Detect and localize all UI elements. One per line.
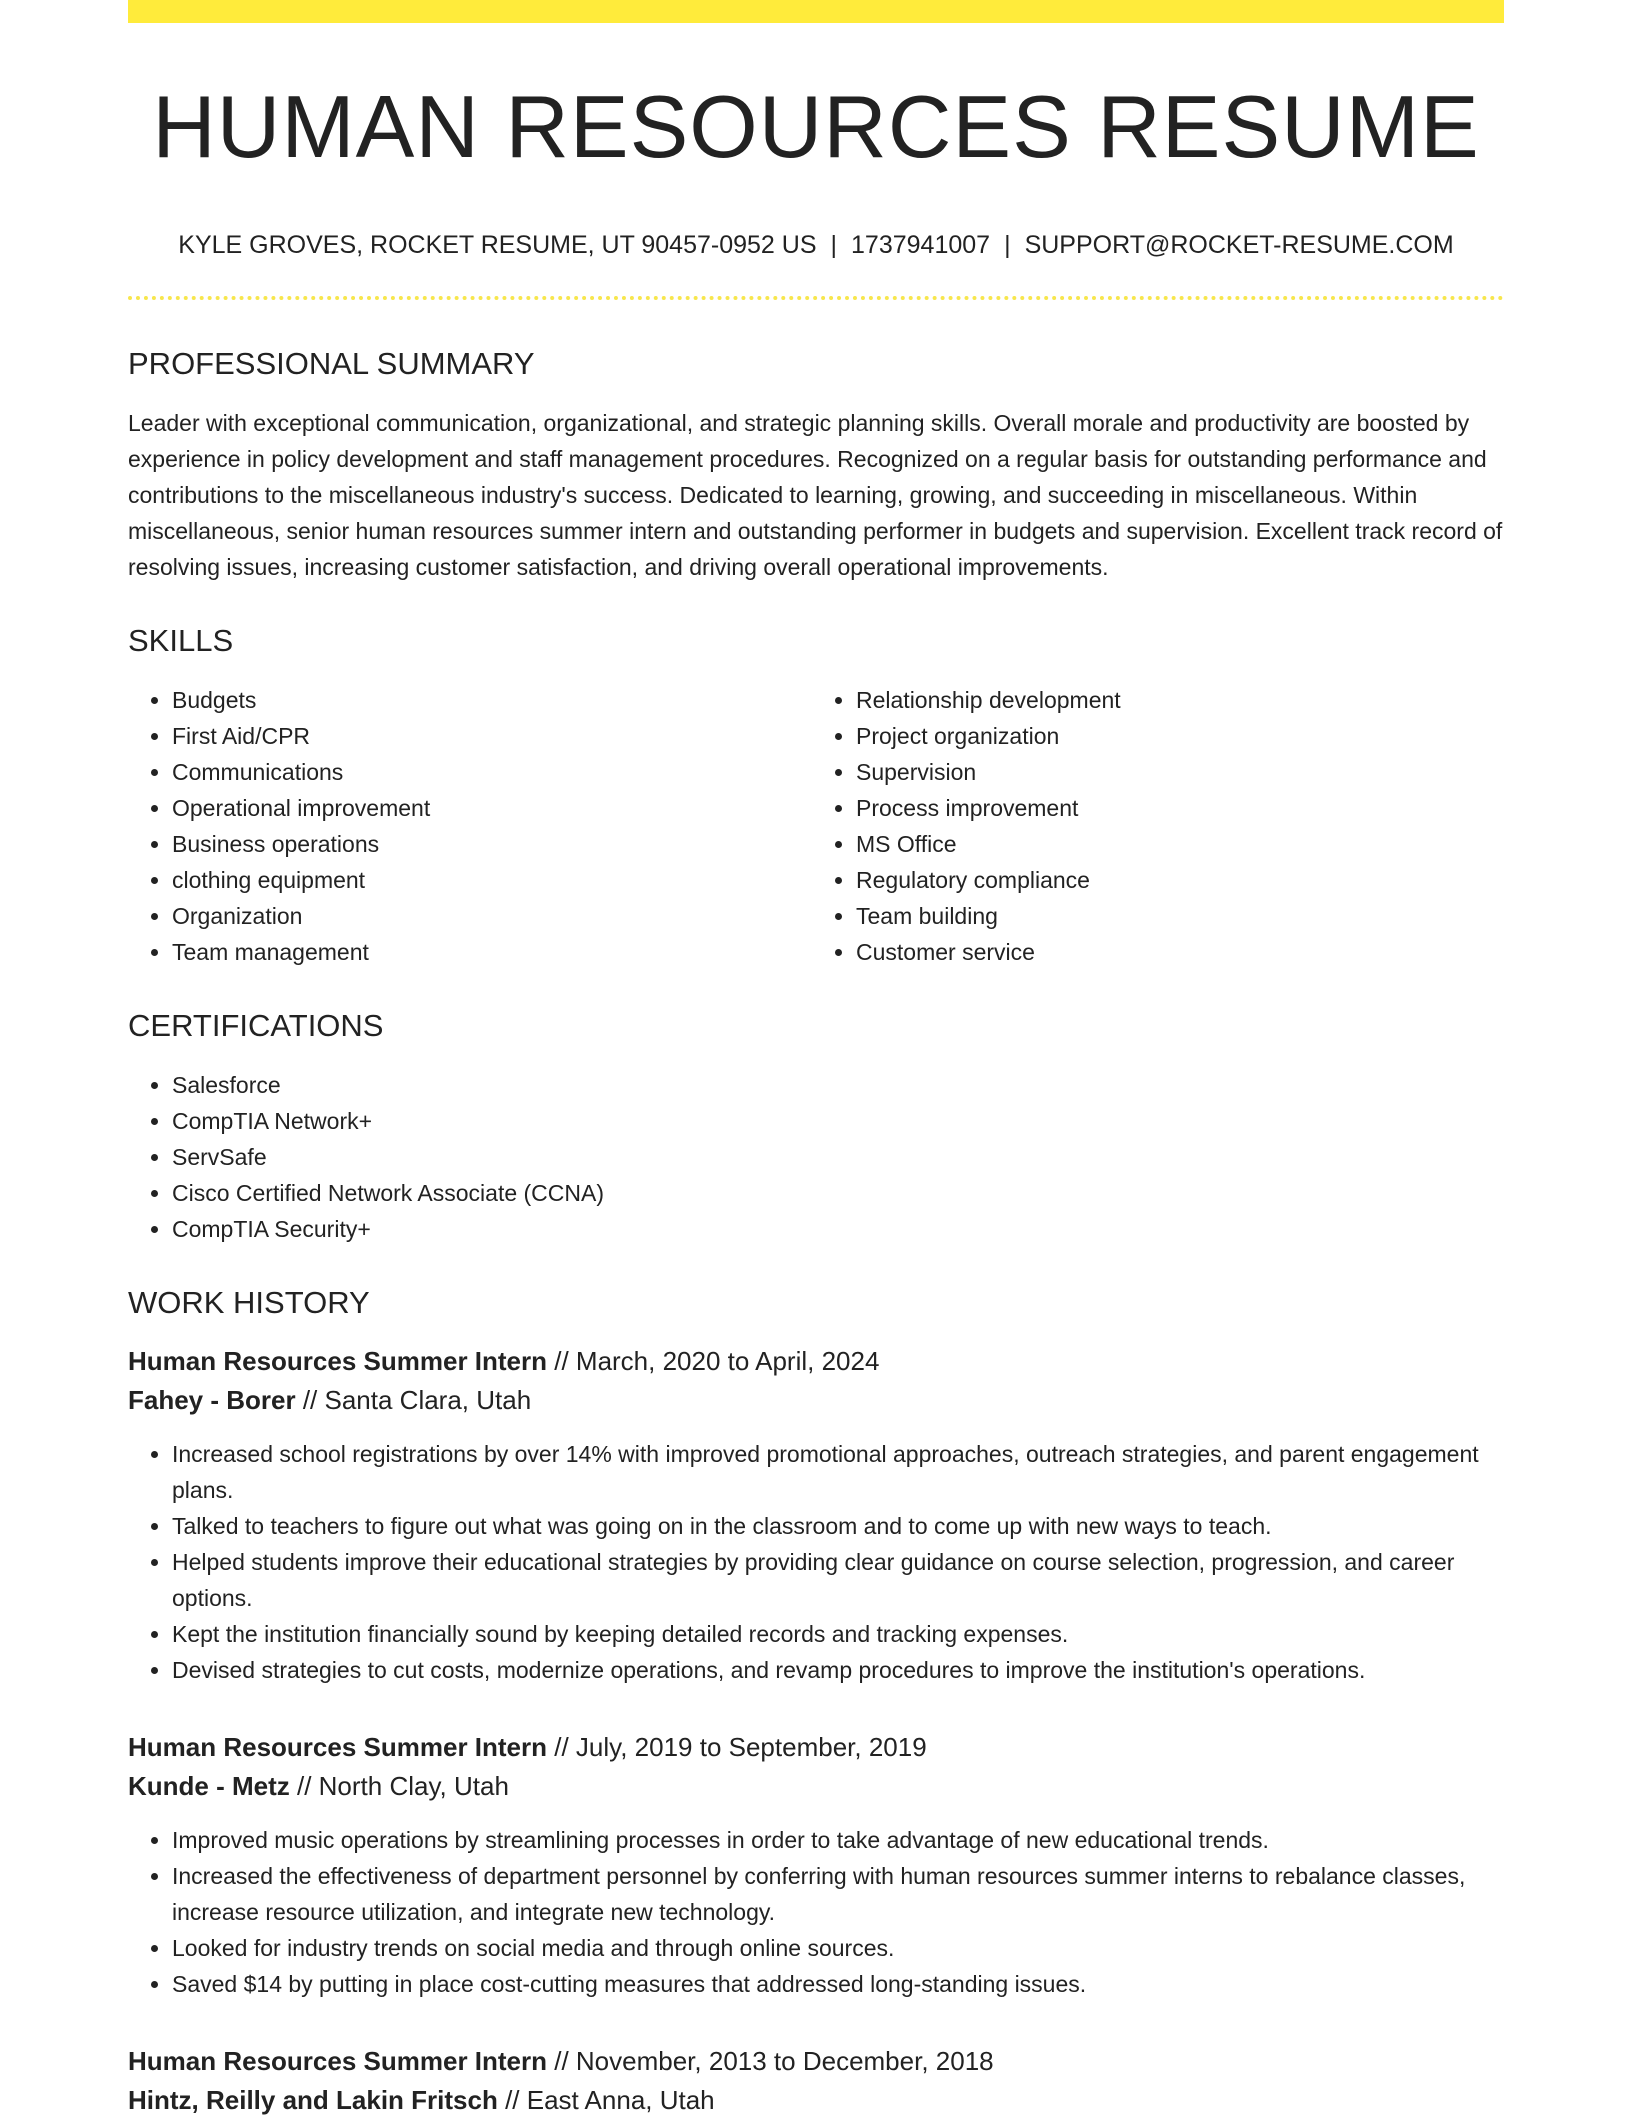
- job-title: Human Resources Summer Intern: [128, 1346, 548, 1376]
- list-item: • Talked to teachers to figure out what was going on in the classroom and to come up with new ways to teach.: [172, 1508, 1504, 1544]
- list-item: • Helped students improve their educational strategies by providing clear guidance on course selection, progression, and career options.: [172, 1544, 1504, 1616]
- list-item: • Customer service: [856, 934, 1490, 970]
- list-item: • clothing equipment: [172, 862, 806, 898]
- list-item: • Supervision: [856, 754, 1490, 790]
- resume-title: HUMAN RESOURCES RESUME: [152, 77, 1480, 176]
- job-location: // North Clay, Utah: [289, 1771, 509, 1801]
- list-item: • Improved music operations by streamlining processes in order to take advantage of new educational trends.: [172, 1822, 1504, 1858]
- list-item: • CompTIA Network+: [172, 1103, 1504, 1139]
- job-entry: [128, 2042, 1504, 2120]
- dotted-divider: [128, 296, 1504, 300]
- summary-heading: PROFESSIONAL SUMMARY: [128, 346, 535, 381]
- list-item: • Project organization: [856, 718, 1490, 754]
- job-title-line: [128, 1728, 1504, 1767]
- list-item: • Communications: [172, 754, 806, 790]
- job-dates: // July, 2019 to September, 2019: [547, 1732, 927, 1762]
- list-item: • Saved $14 by putting in place cost-cutting measures that addressed long-standing issues.: [172, 1966, 1504, 2002]
- job-company-line: [128, 2081, 1504, 2120]
- contact-phone: 1737941007: [851, 231, 991, 259]
- job-title-line: [128, 1342, 1504, 1381]
- job-company-line: [128, 1381, 1504, 1420]
- resume-page: [128, 0, 1504, 2120]
- job-dates: // November, 2013 to December, 2018: [547, 2046, 994, 2076]
- list-item: • Process improvement: [856, 790, 1490, 826]
- contact-line: [128, 233, 1504, 258]
- top-accent-bar: [128, 0, 1504, 23]
- job-title: Human Resources Summer Intern: [128, 1732, 548, 1762]
- list-item: • Devised strategies to cut costs, modernize operations, and revamp procedures to improve the institution's operations.: [172, 1652, 1504, 1688]
- job-location: // East Anna, Utah: [497, 2085, 715, 2115]
- summary-text: Leader with exceptional communication, organizational, and strategic planning skills. Overall morale and productivity are boosted by experience in policy development and staff management procedures. Recognized on a regular basis for outstanding performance and contributions to the miscellaneous industry's success. Dedicated to learning, growing, and succeeding in miscellaneous. Within miscellaneous, senior human resources summer intern and outstanding performer in budgets and supervision. Excellent track record of resolving issues, increasing customer satisfaction, and driving overall operational improvements.: [128, 410, 1503, 580]
- skills-list-right: [806, 682, 1490, 970]
- skills-list-left: [128, 682, 806, 970]
- job-bullets: [128, 1822, 1504, 2002]
- job-entry: [128, 1728, 1504, 2002]
- list-item: • CompTIA Security+: [172, 1211, 1504, 1247]
- list-item: • ServSafe: [172, 1139, 1504, 1175]
- list-item: • Relationship development: [856, 682, 1490, 718]
- list-item: • Team management: [172, 934, 806, 970]
- job-location: // Santa Clara, Utah: [295, 1385, 532, 1415]
- contact-address: KYLE GROVES, ROCKET RESUME, UT 90457-0952 US: [178, 231, 817, 259]
- job-company-line: [128, 1767, 1504, 1806]
- certifications-list: [128, 1067, 1504, 1247]
- list-item: • Increased the effectiveness of department personnel by conferring with human resources summer interns to rebalance classes, increase resource utilization, and integrate new technology.: [172, 1858, 1504, 1930]
- job-bullets: [128, 1436, 1504, 1688]
- contact-separator: |: [1004, 231, 1011, 259]
- job-company: Kunde - Metz: [128, 1771, 290, 1801]
- work-history-heading: WORK HISTORY: [128, 1285, 370, 1320]
- job-dates: // March, 2020 to April, 2024: [547, 1346, 880, 1376]
- list-item: • Cisco Certified Network Associate (CCNA): [172, 1175, 1504, 1211]
- job-company: Hintz, Reilly and Lakin Fritsch: [128, 2085, 498, 2115]
- list-item: • Organization: [172, 898, 806, 934]
- job-company: Fahey - Borer: [128, 1385, 296, 1415]
- job-title: Human Resources Summer Intern: [128, 2046, 548, 2076]
- contact-separator: |: [830, 231, 838, 259]
- list-item: • Team building: [856, 898, 1490, 934]
- list-item: • Increased school registrations by over 14% with improved promotional approaches, outreach strategies, and parent engagement plans.: [172, 1436, 1504, 1508]
- skills-grid: [128, 682, 1504, 970]
- certifications-heading: CERTIFICATIONS: [128, 1008, 384, 1043]
- list-item: • MS Office: [856, 826, 1490, 862]
- skills-heading: SKILLS: [128, 623, 234, 658]
- list-item: • Budgets: [172, 682, 806, 718]
- list-item: • Business operations: [172, 826, 806, 862]
- job-entry: [128, 1342, 1504, 1688]
- list-item: • Operational improvement: [172, 790, 806, 826]
- list-item: • Looked for industry trends on social media and through online sources.: [172, 1930, 1504, 1966]
- list-item: • Kept the institution financially sound by keeping detailed records and tracking expenses.: [172, 1616, 1504, 1652]
- job-title-line: [128, 2042, 1504, 2081]
- contact-email: SUPPORT@ROCKET-RESUME.COM: [1024, 231, 1454, 259]
- list-item: • First Aid/CPR: [172, 718, 806, 754]
- list-item: • Regulatory compliance: [856, 862, 1490, 898]
- list-item: • Salesforce: [172, 1067, 1504, 1103]
